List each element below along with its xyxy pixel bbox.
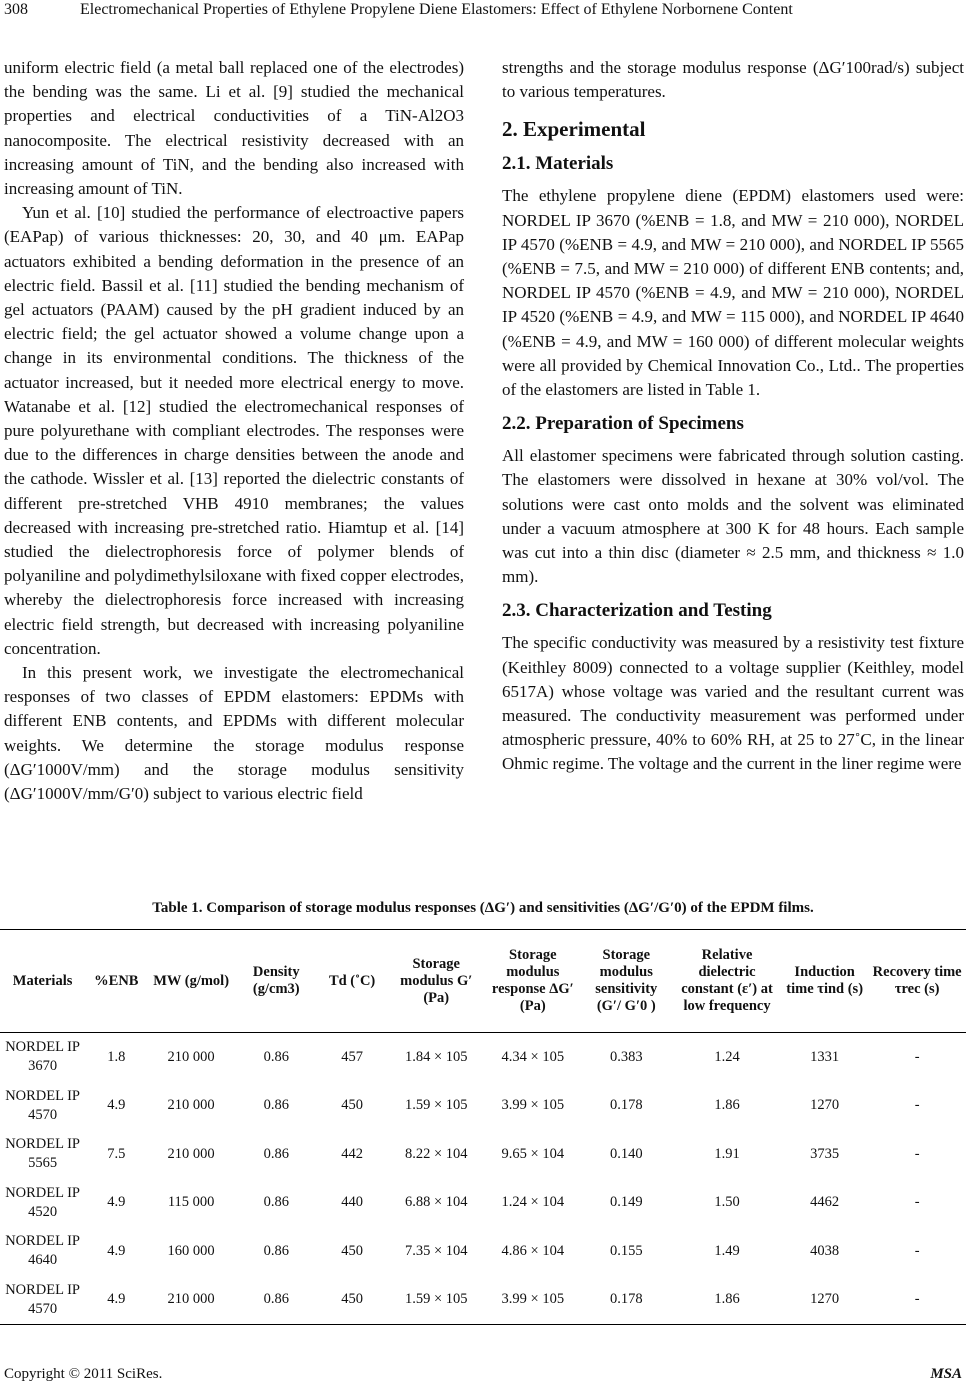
subsection-heading-preparation: 2.2. Preparation of Specimens (502, 413, 744, 435)
table-caption: Table 1. Comparison of storage modulus responses (ΔG′) and sensitivities (ΔG′/G′0) of the EPDM films. (152, 900, 814, 916)
table-cell: - (914, 1242, 920, 1259)
table-cell: 0.149 (609, 1194, 643, 1211)
subsection-heading-materials: 2.1. Materials (502, 153, 614, 175)
right-column (502, 56, 964, 777)
table-cell: - (914, 1097, 920, 1114)
table-header-cell: Density (g/cm3) (252, 964, 300, 997)
table-cell: 4.9 (107, 1097, 126, 1114)
table-cell: NORDEL IP 4570 (5, 1087, 80, 1123)
table-cell: 440 (341, 1194, 363, 1211)
table-header-row (0, 930, 966, 1033)
table-cell: 442 (341, 1145, 363, 1162)
table-cell: NORDEL IP 4520 (5, 1184, 80, 1220)
characterization-paragraph: The specific conductivity was measured by a resistivity test fixture (Keithley 8009) connected to a voltage supplier (Keithley, model 6517A) whose voltage was varied and the resultant current was measured. The conductivity measurement was performed under atmospheric pressure, 40% to 60% RH, at 25 to 27˚C, in the linear Ohmic regime. The voltage and the current in the liner regime were (502, 633, 964, 774)
table-cell: 1.24 × 104 (501, 1194, 565, 1211)
table-cell: 160 000 (167, 1242, 215, 1259)
page-number: 308 (4, 1, 28, 18)
table-cell: 450 (341, 1097, 363, 1114)
table-cell: 0.86 (263, 1097, 289, 1114)
table-cell: 1.59 × 105 (404, 1097, 468, 1114)
table-header-cell: Recovery time τrec (s) (872, 964, 962, 997)
table-cell: NORDEL IP 4570 (5, 1281, 80, 1317)
table-header-cell: Td (˚C) (328, 972, 376, 989)
table-cell: 4.9 (107, 1291, 126, 1308)
table-cell: 210 000 (167, 1048, 215, 1065)
table-cell: 0.86 (263, 1194, 289, 1211)
table-cell: - (914, 1145, 920, 1162)
running-head: Electromechanical Properties of Ethylene Propylene Diene Elastomers: Effect of Ethylene Norbornene Content (80, 1, 793, 18)
table-cell: 4.9 (107, 1242, 126, 1259)
table-cell: 0.140 (609, 1145, 643, 1162)
table-cell: 1331 (810, 1048, 840, 1065)
table-cell: 1.24 (714, 1048, 740, 1065)
table-cell: 8.22 × 104 (404, 1145, 468, 1162)
table-cell: 7.5 (107, 1145, 126, 1162)
table-header-cell: Storage modulus response ΔG′ (Pa) (491, 947, 574, 1014)
table-header-cell: Induction time τind (s) (786, 964, 864, 997)
subsection-heading-characterization: 2.3. Characterization and Testing (502, 600, 772, 622)
table-cell: 450 (341, 1242, 363, 1259)
table-cell: 0.86 (263, 1145, 289, 1162)
table-header-cell: Materials (12, 972, 73, 989)
journal-abbreviation: MSA (930, 1366, 962, 1382)
table-cell: 9.65 × 104 (501, 1145, 565, 1162)
table-cell: 4462 (810, 1194, 840, 1211)
table-header-cell: %ENB (94, 972, 139, 989)
table-cell: 115 000 (167, 1194, 215, 1211)
table-row (0, 1130, 966, 1179)
table-cell: 1270 (810, 1097, 840, 1114)
table-cell: 457 (341, 1048, 363, 1065)
table-row (0, 1227, 966, 1276)
table-cell: 4.34 × 105 (501, 1048, 565, 1065)
table-cell: 210 000 (167, 1291, 215, 1308)
table-cell: 0.178 (609, 1291, 643, 1308)
table-cell: 6.88 × 104 (404, 1194, 468, 1211)
table-cell: NORDEL IP 4640 (5, 1233, 80, 1269)
table-cell: 0.155 (609, 1242, 643, 1259)
table-cell: 1.50 (714, 1194, 740, 1211)
table-container (0, 929, 966, 1325)
table-cell: 1.59 × 105 (404, 1291, 468, 1308)
section-heading-experimental: 2. Experimental (502, 117, 646, 142)
table-cell: 0.86 (263, 1048, 289, 1065)
table-cell: - (914, 1194, 920, 1211)
left-paragraph-3: In this present work, we investigate the electromechanical responses of two classes of EPDM elastomers: EPDMs with different ENB contents, and EPDMs with different molecular weights. We determine the storage modulus response (ΔG′1000V/mm) and the storage modulus sensitivity (ΔG′1000V/mm/G′0) subject to various electric field (4, 663, 464, 804)
table-cell: 0.178 (609, 1097, 643, 1114)
table-cell: 3.99 × 105 (501, 1097, 565, 1114)
table-header-cell: Storage modulus G′ (Pa) (400, 955, 473, 1006)
table-header-cell: Storage modulus sensitivity (G′/ G′0 ) (595, 947, 658, 1014)
left-paragraph-2: Yun et al. [10] studied the performance of electroactive papers (EAPap) of various thicknesses: 20, 30, and 40 μm. EAPap actuators exhibited a bending deformation in the presence of an electric field. Bassil et al. [11] studied the bending mechanism of gel actuators (PAAM) caused by the pH gradient induced by an electric field; the gel actuator showed a volume change upon a change in its environmental conditions. The thickness of the actuator increased, but it needed more electrical energy to move. Watanabe et al. [12] studied the electromechanical responses of pure polyurethane with compliant electrodes. The responses were due to the differences in charge densities between the anode and the cathode. Wissler et al. [13] reported the dielectric constants of different pre-stretched VHB 4910 membranes; the values decreased with increasing pre-stretched ratio. Hiamtup et al. [14] studied the dielectrophoresis force of polymer blends of polyaniline and polydimethylsiloxane with fixed copper electrodes, whereby the dielectrophoresis force increased with increasing electric field strength, but decreased with increasing polyaniline concentration. (4, 203, 464, 658)
preparation-paragraph: All elastomer specimens were fabricated through solution casting. The elastomers were dissolved in hexane at 30% vol/vol. The solutions were cast onto molds and the solvent was eliminated under a vacuum atmosphere at 300 K for 48 hours. Each sample was cut into a thin disc (diameter ≈ 2.5 mm, and thickness ≈ 1.0 mm). (502, 446, 964, 587)
table-cell: 4.9 (107, 1194, 126, 1211)
table-cell: - (914, 1048, 920, 1065)
table-cell: 1.91 (714, 1145, 740, 1162)
materials-paragraph: The ethylene propylene diene (EPDM) elastomers used were: NORDEL IP 3670 (%ENB = 1.8, and MW = 210 000), NORDEL IP 4570 (%ENB = 4.9, and MW = 210 000), and NORDEL IP 5565 (%ENB = 7.5, and MW = 210 000) of different ENB contents; and, NORDEL IP 4570 (%ENB = 4.9, and MW = 210 000), NORDEL IP 4520 (%ENB = 4.9, and MW = 115 000), and NORDEL IP 4640 (%ENB = 4.9, and MW = 160 000) of different molecular weights were all provided by Chemical Innovation Co., Ltd.. The properties of the elastomers are listed in Table 1. (502, 186, 964, 400)
table-cell: NORDEL IP 5565 (5, 1136, 80, 1172)
right-paragraph-1: strengths and the storage modulus response (ΔG′100rad/s) subject to various temperatures. (502, 58, 964, 102)
table-cell: 1.86 (714, 1097, 740, 1114)
table-cell: 4.86 × 104 (501, 1242, 565, 1259)
table-header-cell: MW (g/mol) (153, 972, 230, 989)
table-cell: 210 000 (167, 1145, 215, 1162)
table-cell: 7.35 × 104 (404, 1242, 468, 1259)
table-cell: 1.8 (107, 1048, 126, 1065)
left-column (4, 56, 464, 806)
table-row (0, 1276, 966, 1325)
table-cell: 1.49 (714, 1242, 740, 1259)
table-cell: 0.86 (263, 1291, 289, 1308)
table-row (0, 1179, 966, 1228)
copyright-notice: Copyright © 2011 SciRes. (4, 1366, 163, 1382)
table-cell: 0.383 (609, 1048, 643, 1065)
table-cell: 210 000 (167, 1097, 215, 1114)
table-row (0, 1033, 966, 1082)
table-cell: 4038 (810, 1242, 840, 1259)
left-paragraph-1: uniform electric field (a metal ball replaced one of the electrodes) the bending was the same. Li et al. [9] studied the mechanical properties and electrical conductivities of a TiN-Al2O3 nanocomposite. The electrical resistivity decreased with an increasing amount of TiN, and the bending also increased with increasing amount of TiN. (4, 58, 464, 199)
table-header-cell: Relative dielectric constant (ε′) at low frequency (681, 947, 773, 1014)
table-cell: 3735 (810, 1145, 840, 1162)
table-cell: - (914, 1291, 920, 1308)
table-cell: NORDEL IP 3670 (5, 1039, 80, 1075)
properties-table (0, 929, 966, 1325)
table-row (0, 1082, 966, 1131)
table-cell: 0.86 (263, 1242, 289, 1259)
table-cell: 3.99 × 105 (501, 1291, 565, 1308)
table-cell: 450 (341, 1291, 363, 1308)
table-cell: 1.84 × 105 (404, 1048, 468, 1065)
table-cell: 1270 (810, 1291, 840, 1308)
table-cell: 1.86 (714, 1291, 740, 1308)
